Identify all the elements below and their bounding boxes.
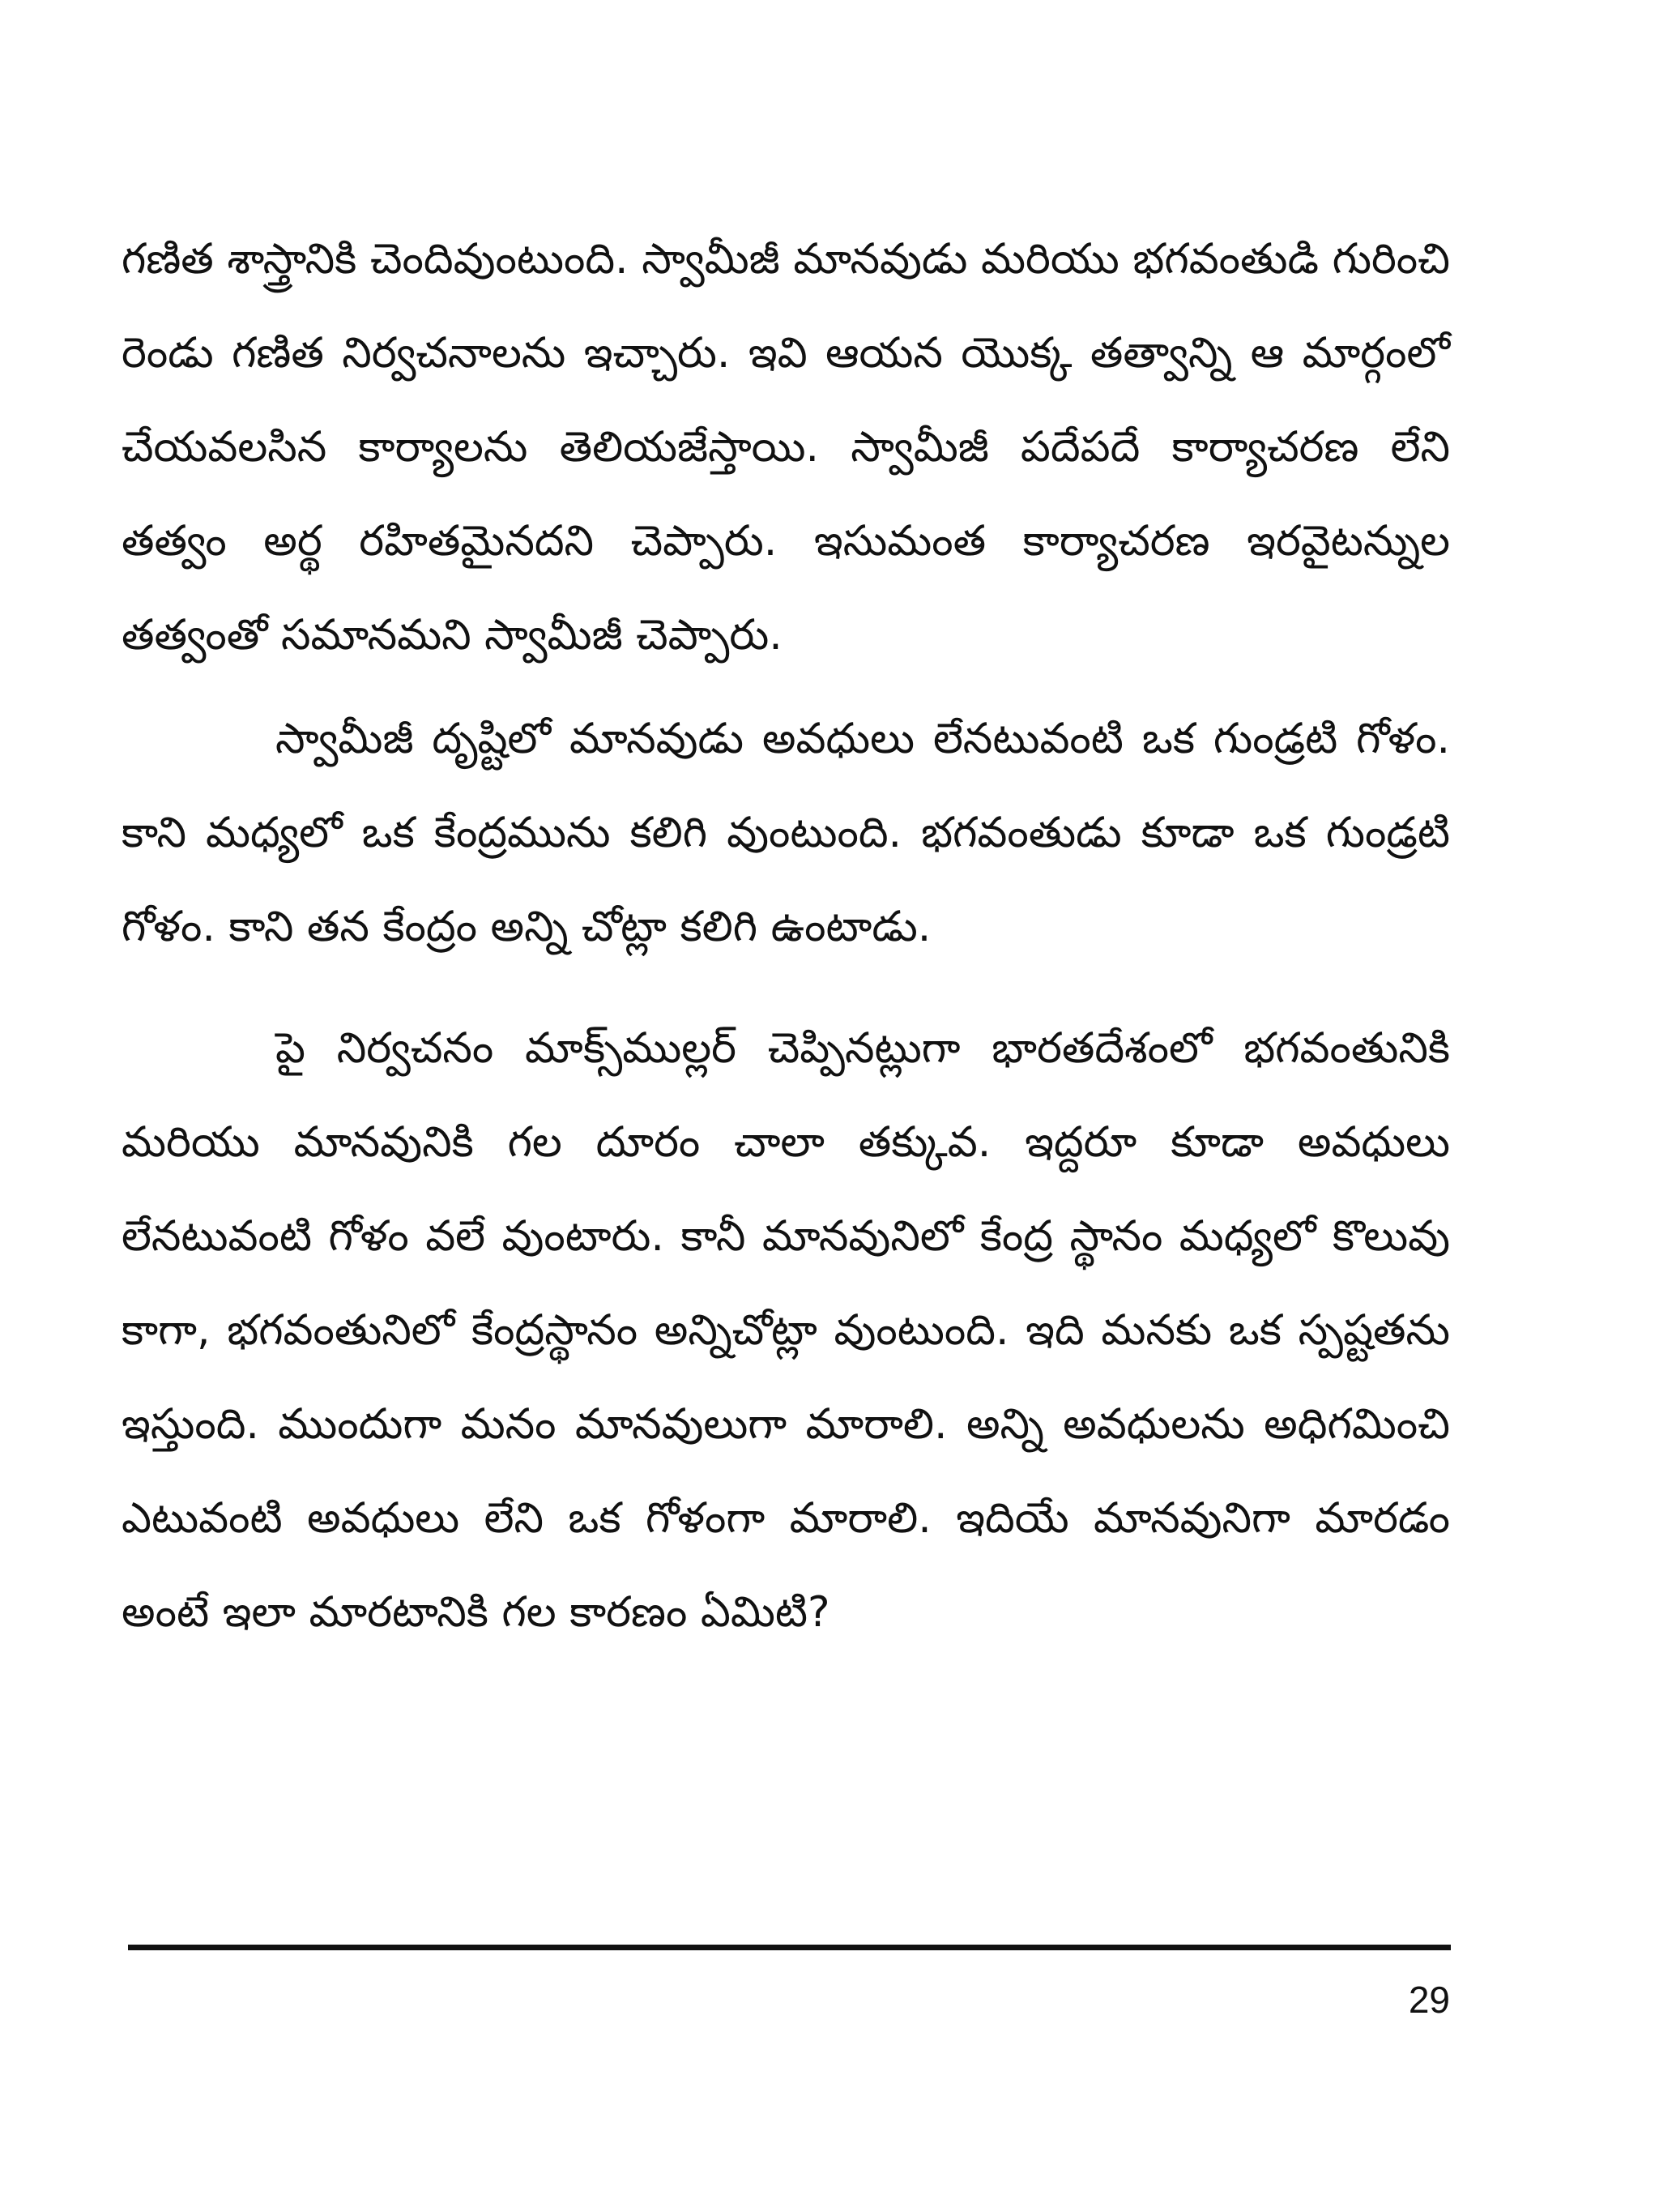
page-number: 29 <box>1408 1979 1450 2021</box>
paragraph-1: గణిత శాస్త్రానికి చెందివుంటుంది. స్వామీజీ మానవుడు మరియు భగవంతుడి గురించి రెండు గణిత నిర్వచనాలను ఇచ్చారు. ఇవి ఆయన యొక్క తత్వాన్ని ఆ మార్గంలో చేయవలసిన కార్యాలను తెలియజేస్తాయి. స్వామీజీ పదేపదే కార్యాచరణ లేని తత్వం అర్థ రహితమైనదని చెప్పారు. ఇసుమంత కార్యాచరణ ఇరవైటన్నుల తత్వంతో సమానమని స్వామీజీ చెప్పారు. <box>122 235 1450 660</box>
body-text <box>122 212 1450 1659</box>
footer-divider <box>128 1945 1451 1950</box>
paragraph-2: స్వామీజీ దృష్టిలో మానవుడు అవధులు లేనటువంటి ఒక గుండ్రటి గోళం. కాని మధ్యలో ఒక కేంద్రమును కలిగి వుంటుంది. భగవంతుడు కూడా ఒక గుండ్రటి గోళం. కాని తన కేంద్రం అన్ని చోట్లా కలిగి ఉంటాడు. <box>122 715 1450 951</box>
paragraph-3: పై నిర్వచనం మాక్స్‌ముల్లర్ చెప్పినట్లుగా భారతదేశంలో భగవంతునికి మరియు మానవునికి గల దూరం చాలా తక్కువ. ఇద్దరూ కూడా అవధులు లేనటువంటి గోళం వలే వుంటారు. కానీ మానవునిలో కేంద్ర స్థానం మధ్యలో కొలువు కాగా, భగవంతునిలో కేంద్రస్థానం అన్నిచోట్లా వుంటుంది. ఇది మనకు ఒక స్పష్టతను ఇస్తుంది. ముందుగా మనం మానవులుగా మారాలి. అన్ని అవధులను అధిగమించి ఎటువంటి అవధులు లేని ఒక గోళంగా మారాలి. ఇదియే మానవునిగా మారడం అంటే ఇలా మారటానికి గల కారణం ఏమిటి? <box>122 1024 1450 1637</box>
